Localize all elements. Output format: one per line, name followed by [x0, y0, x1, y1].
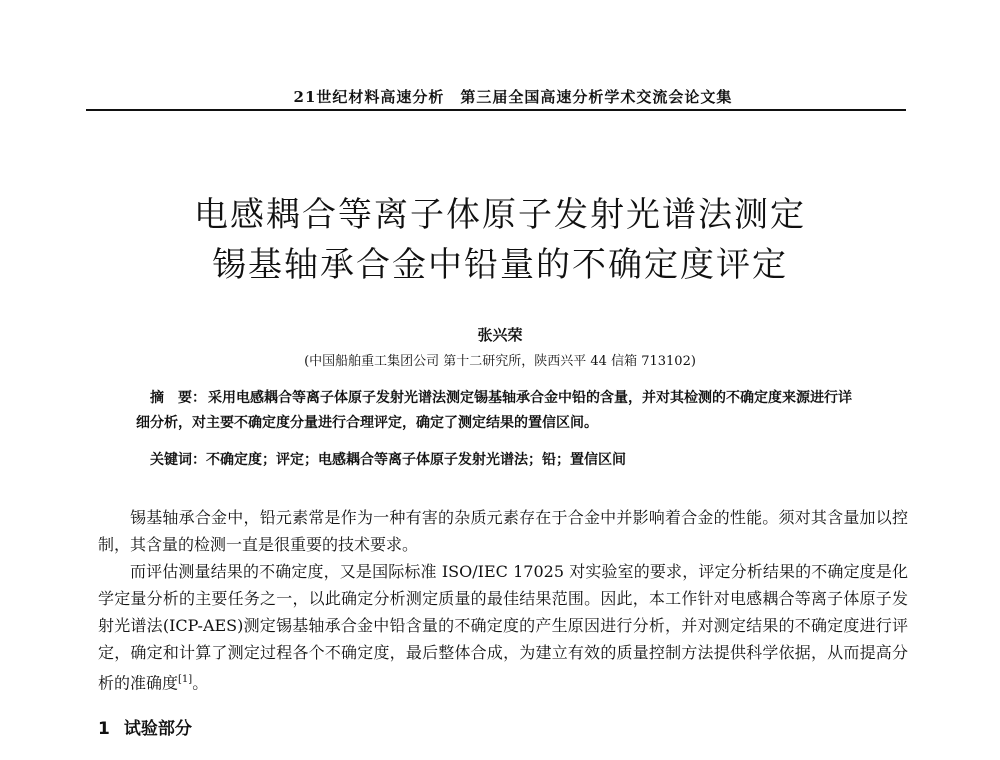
- body-paragraph-2: [98, 558, 908, 696]
- title-line-2: 锡基轴承合金中铅量的不确定度评定: [212, 245, 788, 285]
- body-paragraph-1: 锡基轴承合金中，铅元素常是作为一种有害的杂质元素存在于合金中并影响着合金的性能。须对其含量加以控制，其含量的检测一直是很重要的技术要求。: [98, 508, 908, 554]
- body-paragraph-2-text: 而评估测量结果的不确定度，又是国际标准 ISO/IEC 17025 对实验室的要求，评定分析结果的不确定度是化学定量分析的主要任务之一，以此确定分析测定质量的最佳结果范围。因此，本工作针对电感耦合等离子体原子发射光谱法(ICP-AES)测定锡基轴承合金中铅含量的不确定度的产生原因进行分析，并对测定结果的不确定度进行评定，确定和计算了测定过程各个不确定度，最后整体合成，为建立有效的质量控制方法提供科学依据，从而提高分析的准确度: [98, 562, 908, 693]
- running-header: 21世纪材料高速分析 第三届全国高速分析学术交流会论文集: [293, 88, 733, 106]
- abstract-text: 采用电感耦合等离子体原子发射光谱法测定锡基轴承合金中铅的含量，并对其检测的不确定度来源进行详细分析，对主要不确定度分量进行合理评定，确定了测定结果的置信区间。: [136, 390, 852, 431]
- abstract: [136, 386, 864, 436]
- body-paragraph-2-end: 。: [192, 673, 209, 693]
- author-affiliation: (中国船舶重工集团公司 第十二研究所，陕西兴平 44 信箱 713102): [304, 354, 696, 369]
- paper-title: [0, 190, 1000, 290]
- body-text: [98, 504, 908, 696]
- section-number: 1: [98, 719, 110, 739]
- keywords-text: 不确定度；评定；电感耦合等离子体原子发射光谱法；铅；置信区间: [206, 452, 626, 468]
- title-line-1: 电感耦合等离子体原子发射光谱法测定: [194, 195, 806, 235]
- section-title: 试验部分: [123, 719, 192, 739]
- abstract-label: 摘 要：: [150, 390, 206, 406]
- citation-ref[interactable]: [1]: [178, 674, 193, 685]
- keywords-label: 关键词：: [150, 452, 206, 468]
- header-rule: [86, 109, 906, 111]
- author-name: 张兴荣: [477, 326, 523, 344]
- keywords: [150, 448, 864, 473]
- section-heading: [98, 714, 192, 739]
